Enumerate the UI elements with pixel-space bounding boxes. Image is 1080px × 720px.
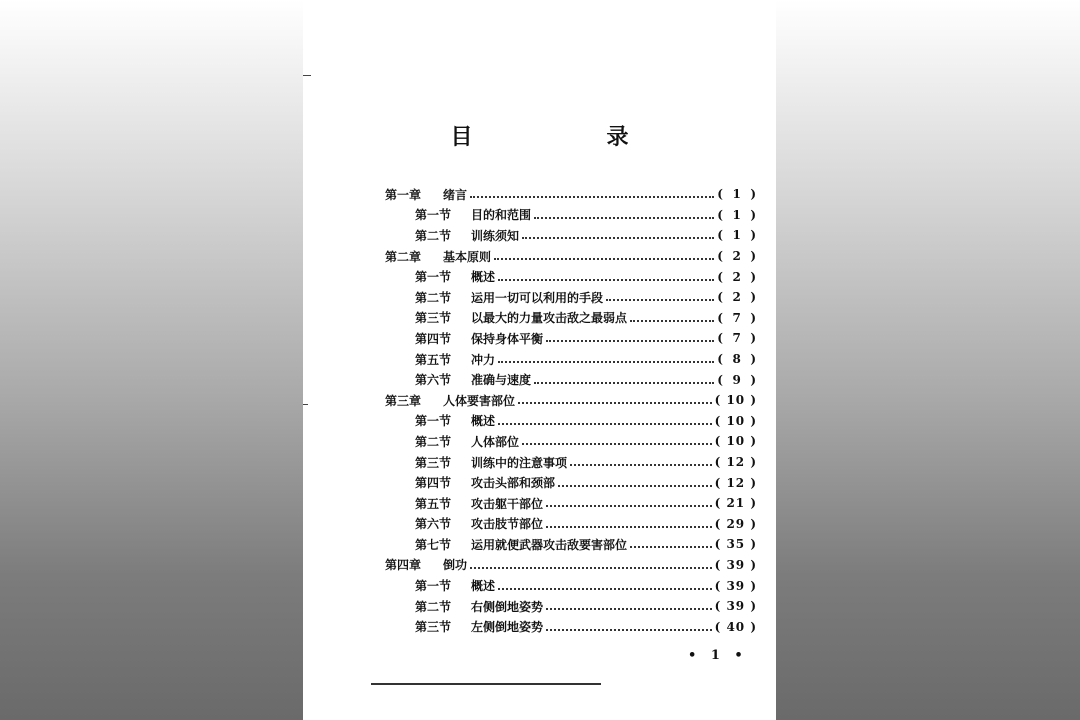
entry-page-value: 7 bbox=[732, 331, 742, 346]
entry-number: 第五节 bbox=[415, 496, 452, 511]
entry-page: ( 10 ) bbox=[714, 393, 757, 408]
entry-number: 第六节 bbox=[415, 373, 452, 388]
dot-leader bbox=[518, 390, 712, 404]
dot-leader bbox=[570, 452, 712, 466]
entry-number: 第六节 bbox=[415, 517, 452, 532]
entry-title: 运用就便武器攻击敌要害部位 bbox=[471, 537, 628, 552]
entry-title: 基本原则 bbox=[443, 249, 492, 264]
toc-title: 目 录 bbox=[450, 124, 685, 150]
entry-title: 人体要害部位 bbox=[443, 393, 516, 408]
entry-number: 第三章 bbox=[385, 393, 422, 408]
toc-chapter-entry bbox=[385, 246, 757, 267]
toc-section-entry bbox=[385, 225, 757, 246]
entry-page-value: 35 bbox=[726, 537, 746, 552]
entry-page: ( 35 ) bbox=[714, 537, 757, 552]
entry-title: 训练须知 bbox=[471, 228, 520, 243]
entry-page-value: 1 bbox=[732, 207, 742, 222]
entry-title: 以最大的力量攻击敌之最弱点 bbox=[471, 311, 628, 326]
entry-page: ( 1 ) bbox=[717, 187, 757, 202]
scan-underline bbox=[371, 683, 601, 685]
entry-title: 概述 bbox=[471, 579, 496, 594]
dot-leader bbox=[546, 493, 712, 507]
dot-leader bbox=[498, 267, 714, 281]
entry-page: ( 8 ) bbox=[717, 352, 757, 367]
toc-section-entry bbox=[385, 205, 757, 226]
entry-title: 绪言 bbox=[443, 187, 468, 202]
dot-leader bbox=[498, 411, 712, 425]
dot-leader bbox=[546, 617, 712, 631]
entry-title: 攻击头部和颈部 bbox=[471, 476, 556, 491]
entry-page: ( 7 ) bbox=[717, 310, 757, 325]
page-number: • 1 • bbox=[688, 648, 748, 663]
entry-number: 第二节 bbox=[415, 434, 452, 449]
entry-page-value: 7 bbox=[732, 310, 742, 325]
entry-title: 攻击躯干部位 bbox=[471, 496, 544, 511]
dot-leader bbox=[630, 308, 714, 322]
entry-page-value: 1 bbox=[732, 228, 742, 243]
toc-section-entry bbox=[385, 287, 757, 308]
toc-section-entry bbox=[385, 472, 757, 493]
entry-title: 训练中的注意事项 bbox=[471, 455, 568, 470]
scan-mark bbox=[303, 404, 308, 405]
entry-number: 第三节 bbox=[415, 311, 452, 326]
entry-page-value: 9 bbox=[732, 372, 742, 387]
entry-page-value: 29 bbox=[726, 516, 746, 531]
entry-title: 人体部位 bbox=[471, 434, 520, 449]
dot-leader bbox=[546, 328, 714, 342]
entry-page-value: 12 bbox=[726, 475, 746, 490]
entry-page: ( 10 ) bbox=[714, 413, 757, 428]
entry-page: ( 1 ) bbox=[717, 207, 757, 222]
dot-leader bbox=[522, 225, 714, 239]
entry-number: 第二节 bbox=[415, 228, 452, 243]
dot-leader bbox=[470, 555, 712, 569]
toc-section-entry bbox=[385, 616, 757, 637]
entry-page-value: 40 bbox=[726, 619, 746, 634]
dot-leader bbox=[558, 473, 712, 487]
toc-section-entry bbox=[385, 349, 757, 370]
entry-page: ( 39 ) bbox=[714, 599, 757, 614]
dot-leader bbox=[546, 514, 712, 528]
entry-number: 第一节 bbox=[415, 270, 452, 285]
entry-page: ( 9 ) bbox=[717, 372, 757, 387]
entry-page-value: 21 bbox=[726, 496, 746, 511]
toc-chapter-entry bbox=[385, 184, 757, 205]
entry-title: 运用一切可以利用的手段 bbox=[471, 290, 604, 305]
toc-section-entry bbox=[385, 369, 757, 390]
entry-title: 左侧倒地姿势 bbox=[471, 620, 544, 635]
entry-title: 倒功 bbox=[443, 558, 468, 573]
table-of-contents bbox=[385, 184, 757, 637]
toc-section-entry bbox=[385, 596, 757, 617]
entry-number: 第一节 bbox=[415, 414, 452, 429]
entry-number: 第四节 bbox=[415, 331, 452, 346]
entry-page-value: 10 bbox=[726, 413, 746, 428]
entry-page: ( 2 ) bbox=[717, 290, 757, 305]
dot-leader bbox=[522, 431, 712, 445]
scan-mark bbox=[303, 75, 311, 76]
toc-section-entry bbox=[385, 328, 757, 349]
dot-leader bbox=[534, 370, 714, 384]
entry-page-value: 2 bbox=[732, 290, 742, 305]
entry-page-value: 10 bbox=[726, 393, 746, 408]
dot-leader bbox=[606, 287, 714, 301]
entry-page: ( 1 ) bbox=[717, 228, 757, 243]
toc-chapter-entry bbox=[385, 555, 757, 576]
toc-section-entry bbox=[385, 431, 757, 452]
entry-title: 攻击肢节部位 bbox=[471, 517, 544, 532]
entry-title: 目的和范围 bbox=[471, 208, 532, 223]
dot-leader bbox=[546, 596, 712, 610]
entry-number: 第一节 bbox=[415, 579, 452, 594]
entry-page-value: 39 bbox=[726, 599, 746, 614]
entry-page-value: 2 bbox=[732, 249, 742, 264]
entry-page: ( 7 ) bbox=[717, 331, 757, 346]
entry-page: ( 12 ) bbox=[714, 475, 757, 490]
entry-page-value: 8 bbox=[732, 352, 742, 367]
entry-page-value: 12 bbox=[726, 455, 746, 470]
dot-leader bbox=[494, 246, 714, 260]
entry-title: 概述 bbox=[471, 414, 496, 429]
toc-section-entry bbox=[385, 452, 757, 473]
entry-page: ( 39 ) bbox=[714, 557, 757, 572]
document-page bbox=[303, 0, 776, 720]
entry-number: 第七节 bbox=[415, 537, 452, 552]
entry-title: 概述 bbox=[471, 270, 496, 285]
entry-page: ( 2 ) bbox=[717, 269, 757, 284]
toc-section-entry bbox=[385, 534, 757, 555]
entry-page: ( 10 ) bbox=[714, 434, 757, 449]
entry-page-value: 39 bbox=[726, 578, 746, 593]
entry-number: 第一章 bbox=[385, 187, 422, 202]
entry-title: 冲力 bbox=[471, 352, 496, 367]
entry-number: 第二节 bbox=[415, 290, 452, 305]
entry-page-value: 10 bbox=[726, 434, 746, 449]
entry-title: 准确与速度 bbox=[471, 373, 532, 388]
entry-number: 第二节 bbox=[415, 599, 452, 614]
entry-page: ( 29 ) bbox=[714, 516, 757, 531]
toc-section-entry bbox=[385, 411, 757, 432]
entry-page: ( 40 ) bbox=[714, 619, 757, 634]
entry-page-value: 1 bbox=[732, 187, 742, 202]
entry-number: 第二章 bbox=[385, 249, 422, 264]
toc-section-entry bbox=[385, 266, 757, 287]
entry-page: ( 21 ) bbox=[714, 496, 757, 511]
entry-number: 第五节 bbox=[415, 352, 452, 367]
toc-chapter-entry bbox=[385, 390, 757, 411]
toc-section-entry bbox=[385, 493, 757, 514]
dot-leader bbox=[498, 349, 714, 363]
dot-leader bbox=[470, 184, 714, 198]
toc-section-entry bbox=[385, 308, 757, 329]
entry-page: ( 39 ) bbox=[714, 578, 757, 593]
dot-leader bbox=[498, 576, 712, 590]
entry-number: 第四章 bbox=[385, 558, 422, 573]
entry-number: 第一节 bbox=[415, 208, 452, 223]
entry-number: 第三节 bbox=[415, 455, 452, 470]
entry-title: 右侧倒地姿势 bbox=[471, 599, 544, 614]
toc-section-entry bbox=[385, 575, 757, 596]
dot-leader bbox=[534, 205, 714, 219]
entry-page-value: 2 bbox=[732, 269, 742, 284]
entry-number: 第四节 bbox=[415, 476, 452, 491]
entry-page: ( 12 ) bbox=[714, 455, 757, 470]
entry-page: ( 2 ) bbox=[717, 249, 757, 264]
entry-title: 保持身体平衡 bbox=[471, 331, 544, 346]
entry-number: 第三节 bbox=[415, 620, 452, 635]
toc-section-entry bbox=[385, 514, 757, 535]
dot-leader bbox=[630, 534, 712, 548]
entry-page-value: 39 bbox=[726, 557, 746, 572]
